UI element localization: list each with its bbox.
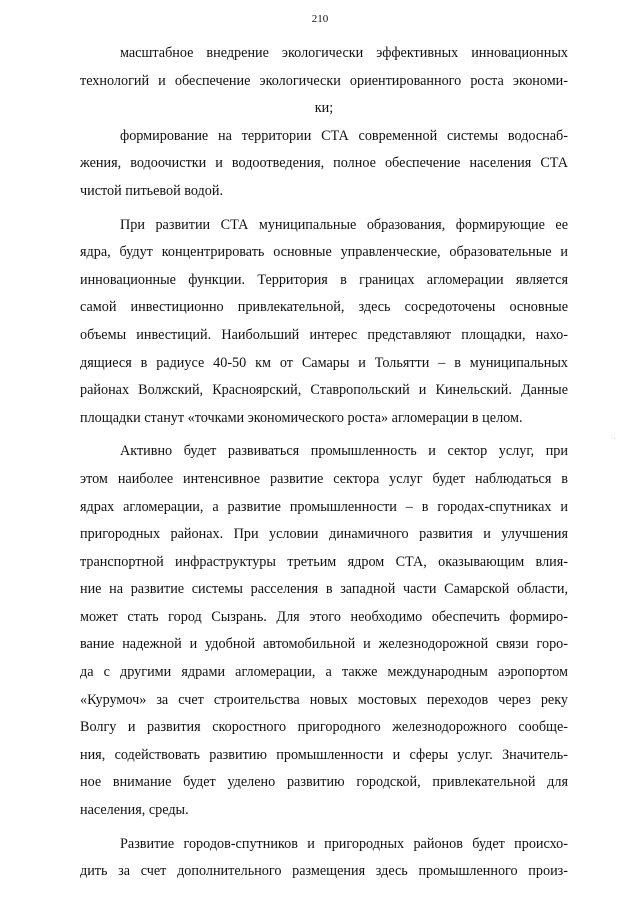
paragraph-4-line-6: ние на развитие системы расселения в западной части Самарской области,	[80, 581, 568, 598]
paragraph-3-line-4: самой инвестиционно привлекательной, здесь сосредоточены основные	[80, 299, 568, 316]
paragraph-4-line-2: этом наиболее интенсивное развитие сектора услуг будет наблюдаться в	[80, 470, 568, 487]
paragraph-3-line-7: районах Волжский, Красноярский, Ставропольский и Кинельский. Данные	[80, 382, 568, 399]
paragraph-4-line-11: Волгу и развития скоростного пригородного железнодорожного сообще-	[80, 719, 568, 736]
paragraph-4-line-8: вание надежной и удобной автомобильной и железнодорожной связи горо-	[80, 636, 568, 653]
paragraph-4-line-3: ядрах агломерации, а развитие промышленности – в городах-спутниках и	[80, 498, 568, 515]
paragraph-2-line-3: чистой питьевой водой.	[80, 182, 223, 199]
paragraph-3-line-6: дящиеся в радиусе 40-50 км от Самары и Тольятти – в муниципальных	[80, 354, 568, 371]
paragraph-5-line-2: дить за счет дополнительного размещения здесь промышленного произ-	[80, 863, 568, 880]
paragraph-4-line-7: может стать город Сызрань. Для этого необходимо обеспечить формиро-	[80, 608, 568, 625]
paragraph-4-line-10: «Курумоч» за счет строительства новых мостовых переходов через реку	[80, 691, 568, 708]
paragraph-3-line-3: инновационные функции. Территория в границах агломерации является	[80, 271, 568, 288]
paragraph-5-line-1: Развитие городов-спутников и пригородных районов будет происхо-	[120, 835, 568, 852]
paragraph-3-line-5: объемы инвестиций. Наибольший интерес представляют площадки, нахо-	[80, 326, 568, 343]
paragraph-4-line-5: транспортной инфраструктуры третьим ядром СТА, оказывающим влия-	[80, 553, 568, 570]
scan-artifact: ·.	[611, 435, 617, 441]
paragraph-4-line-4: пригородных районах. При условии динамичного развития и улучшения	[80, 526, 568, 543]
paragraph-4-line-12: ния, содействовать развитию промышленности и сферы услуг. Значитель-	[80, 746, 568, 763]
paragraph-3-line-1: При развитии СТА муниципальные образования, формирующие ее	[120, 216, 568, 233]
text-body	[80, 40, 568, 886]
paragraph-4-line-9: да с другими ядрами агломерации, а также международным аэропортом	[80, 664, 568, 681]
paragraph-4-line-13: ное внимание будет уделено развитию городской, привлекательной для	[80, 774, 568, 791]
paragraph-2-line-2: жения, водоочистки и водоотведения, полное обеспечение населения СТА	[80, 155, 568, 172]
paragraph-2-line-1: формирование на территории СТА современной системы водоснаб-	[120, 127, 568, 144]
paragraph-1-line-1: масштабное внедрение экологически эффективных инновационных	[120, 45, 568, 61]
page-number: 210	[311, 13, 329, 25]
paragraph-4-line-1: Активно будет развиваться промышленность и сектор услуг, при	[120, 443, 568, 460]
paragraph-3-line-8: площадки станут «точками экономического роста» агломерации в целом.	[80, 409, 523, 426]
paragraph-4-line-14: населения, среды.	[80, 802, 189, 819]
paragraph-3-line-2: ядра, будут концентрировать основные управленческие, образовательные и	[80, 244, 568, 261]
paragraph-1-line-3: ки;	[314, 100, 334, 117]
paragraph-1-line-2: технологий и обеспечение экологически ориентированного роста экономи-	[80, 72, 568, 89]
